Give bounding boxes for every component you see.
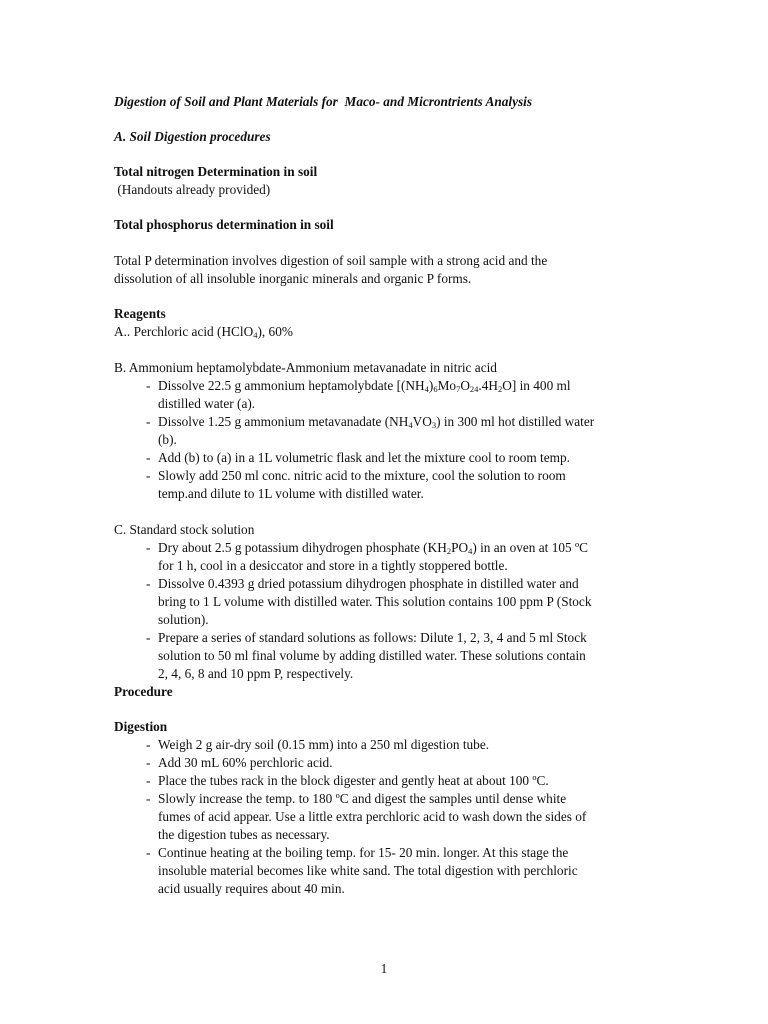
reagent-c-list xyxy=(114,539,662,683)
document-body xyxy=(114,93,662,898)
list-item-text: distilled water (a). xyxy=(158,396,256,411)
nitrogen-heading: Total nitrogen Determination in soil xyxy=(114,164,318,179)
procedure-heading: Procedure xyxy=(114,684,173,699)
subscript: 4 xyxy=(253,330,258,340)
list-item-text: the digestion tubes as necessary. xyxy=(158,827,330,842)
list-item-text: Dissolve 22.5 g ammonium heptamolybdate $[(NH_4)_6Mo_7O_{24}.4H_2O]$ in 400 ml xyxy=(158,378,571,394)
dash-bullet: - xyxy=(146,468,151,483)
dash-bullet: - xyxy=(146,414,151,429)
list-item xyxy=(114,844,662,898)
dash-bullet: - xyxy=(146,576,151,591)
list-item-text: solution to 50 ml final volume by adding distilled water. These solutions contain xyxy=(158,648,586,663)
reagent-b-list xyxy=(114,377,662,503)
list-item-text: bring to 1 L volume with distilled water. This solution contains 100 ppm P (Stock xyxy=(158,594,592,609)
dash-bullet: - xyxy=(146,540,151,555)
dash-bullet: - xyxy=(146,755,151,770)
list-item-text: for 1 h, cool in a desiccator and store in a tightly stoppered bottle. xyxy=(158,558,508,573)
list-item xyxy=(114,629,662,683)
page-number: 1 xyxy=(380,961,388,976)
nitrogen-note: (Handouts already provided) xyxy=(114,182,271,197)
list-item-text: 2, 4, 6, 8 and 10 ppm P, respectively. xyxy=(158,666,354,681)
list-item-text: Add (b) to (a) in a 1L volumetric flask and let the mixture cool to room temp. xyxy=(158,450,570,465)
reagent-b-heading: B. Ammonium heptamolybdate-Ammonium metavanadate in nitric acid xyxy=(114,360,497,375)
dash-bullet: - xyxy=(146,737,151,752)
phosphorus-intro-line: dissolution of all insoluble inorganic minerals and organic P forms. xyxy=(114,271,472,286)
list-item-text: Dry about 2.5 g potassium dihydrogen phosphate $(KH_2PO_4)$ in an oven at 105 ºC xyxy=(158,540,588,556)
dash-bullet: - xyxy=(146,773,151,788)
list-item-text: Add 30 mL 60% perchloric acid. xyxy=(158,755,333,770)
list-item-text: acid usually requires about 40 min. xyxy=(158,881,345,896)
phosphorus-heading: Total phosphorus determination in soil xyxy=(114,217,334,232)
list-item xyxy=(114,736,662,754)
list-item-text: Dissolve 1.25 g ammonium metavanadate $(NH_4VO_3)$ in 300 ml hot distilled water xyxy=(158,414,595,430)
list-item-text: Weigh 2 g air-dry soil (0.15 mm) into a 250 ml digestion tube. xyxy=(158,737,490,752)
dash-bullet: - xyxy=(146,845,151,860)
list-item-text: temp.and dilute to 1L volume with distilled water. xyxy=(158,486,424,501)
list-item-text: Prepare a series of standard solutions as follows: Dilute 1, 2, 3, 4 and 5 ml Stock xyxy=(158,630,587,645)
list-item-text: fumes of acid appear. Use a little extra perchloric acid to wash down the sides of xyxy=(158,809,587,824)
reagents-heading: Reagents xyxy=(114,306,166,321)
list-item-text: Continue heating at the boiling temp. for 15- 20 min. longer. At this stage the xyxy=(158,845,569,860)
list-item-text: (b). xyxy=(158,432,177,447)
dash-bullet: - xyxy=(146,791,151,806)
dash-bullet: - xyxy=(146,450,151,465)
reagent-a-text: A.. Perchloric acid (HClO xyxy=(114,324,254,339)
list-item xyxy=(114,772,662,790)
list-item-text: solution). xyxy=(158,612,209,627)
list-item xyxy=(114,413,662,449)
list-item-text: insoluble material becomes like white sand. The total digestion with perchloric xyxy=(158,863,578,878)
phosphorus-intro-line: Total P determination involves digestion of soil sample with a strong acid and the xyxy=(114,253,548,268)
section-a-heading: A. Soil Digestion procedures xyxy=(114,129,271,144)
list-item xyxy=(114,754,662,772)
dash-bullet: - xyxy=(146,378,151,393)
list-item-text: Slowly increase the temp. to 180 ºC and digest the samples until dense white xyxy=(158,791,567,806)
list-item-text: Dissolve 0.4393 g dried potassium dihydrogen phosphate in distilled water and xyxy=(158,576,579,591)
list-item xyxy=(114,449,662,467)
dash-bullet: - xyxy=(146,630,151,645)
list-item xyxy=(114,575,662,629)
reagent-a-text: ), 60% xyxy=(257,324,293,339)
list-item xyxy=(114,539,662,575)
list-item-text: Place the tubes rack in the block digester and gently heat at about 100 ºC. xyxy=(158,773,549,788)
digestion-heading: Digestion xyxy=(114,719,168,734)
reagent-c-heading: C. Standard stock solution xyxy=(114,522,255,537)
reagent-a xyxy=(114,323,662,341)
list-item xyxy=(114,467,662,503)
list-item xyxy=(114,377,662,413)
document-title: Digestion of Soil and Plant Materials for Maco- and Microntrients Analysis xyxy=(114,94,533,109)
digestion-list xyxy=(114,736,662,898)
list-item-text: Slowly add 250 ml conc. nitric acid to the mixture, cool the solution to room xyxy=(158,468,566,483)
list-item xyxy=(114,790,662,844)
